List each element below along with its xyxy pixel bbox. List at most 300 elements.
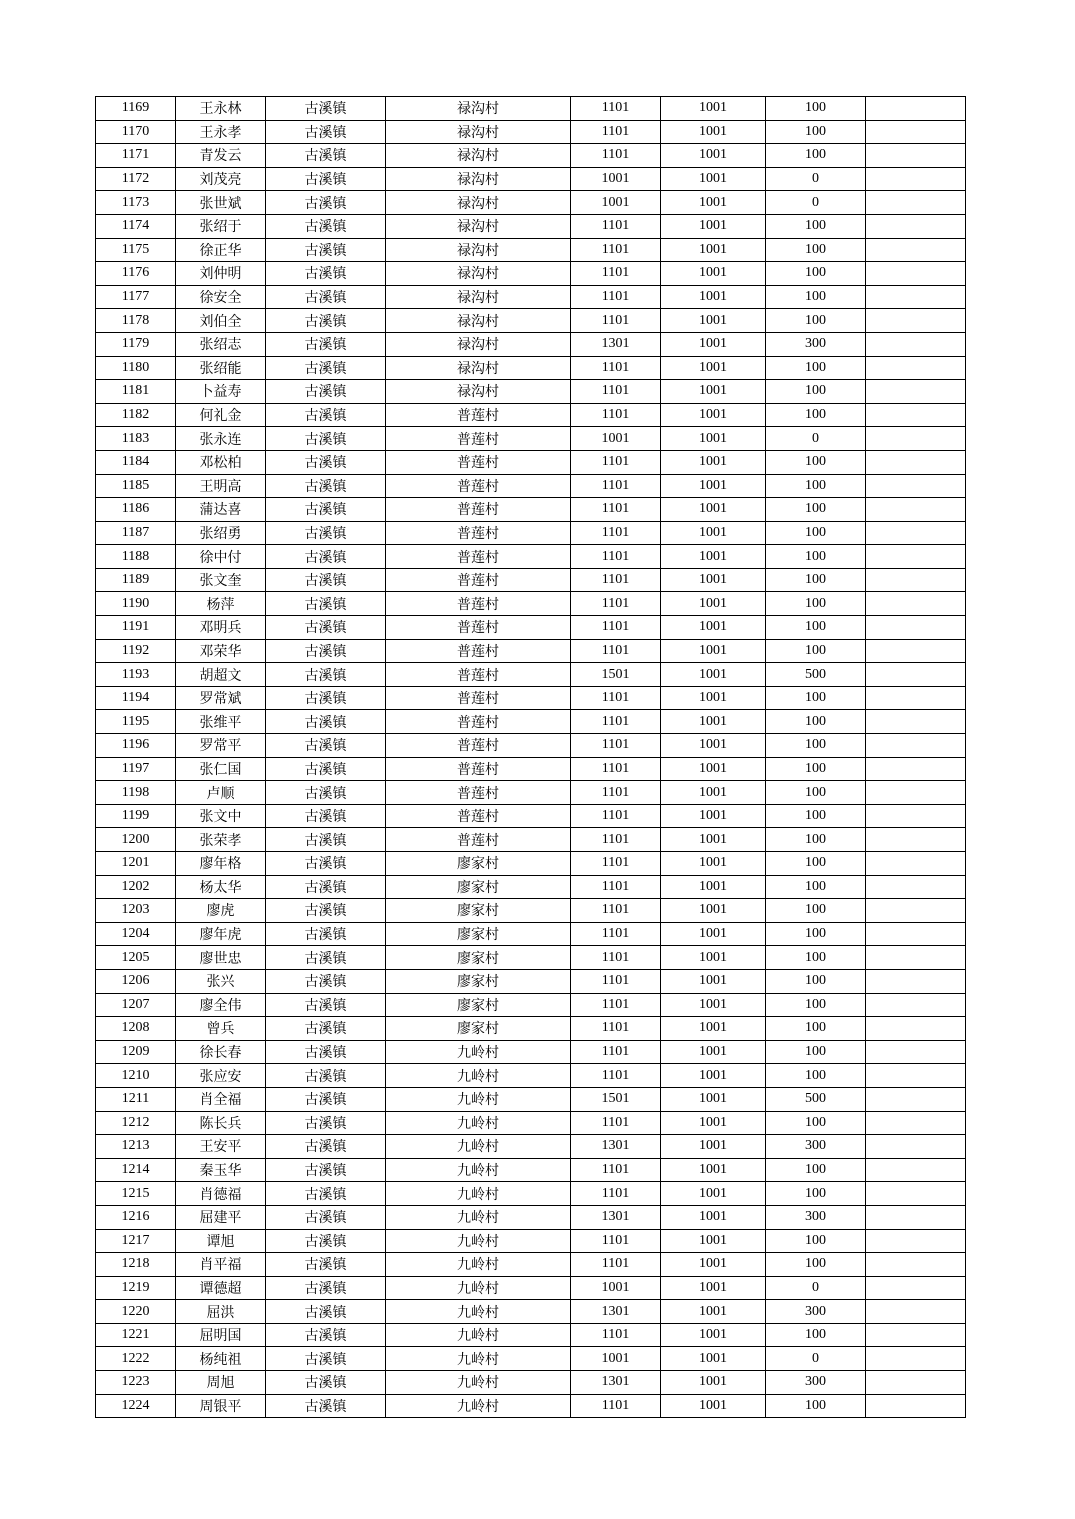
table-cell-town: 古溪镇 [266,427,386,451]
table-cell-id: 1176 [96,262,176,286]
table-cell-village: 普莲村 [386,403,571,427]
table-cell-code2: 1001 [661,852,766,876]
table-cell-blank [866,1040,966,1064]
table-cell-amount: 100 [766,1229,866,1253]
table-cell-code2: 1001 [661,1017,766,1041]
table-cell-town: 古溪镇 [266,804,386,828]
table-cell-code2: 1001 [661,969,766,993]
table-cell-name: 蒲达喜 [176,498,266,522]
table-cell-id: 1192 [96,639,176,663]
table-cell-code1: 1101 [571,852,661,876]
table-row [96,1276,966,1300]
table-cell-village: 普莲村 [386,616,571,640]
table-cell-blank [866,757,966,781]
table-cell-id: 1217 [96,1229,176,1253]
table-cell-town: 古溪镇 [266,1111,386,1135]
table-cell-blank [866,922,966,946]
table-cell-town: 古溪镇 [266,238,386,262]
table-row [96,1135,966,1159]
table-cell-town: 古溪镇 [266,946,386,970]
table-cell-name: 杨太华 [176,875,266,899]
table-cell-village: 禄沟村 [386,191,571,215]
table-cell-code2: 1001 [661,144,766,168]
table-cell-village: 九岭村 [386,1135,571,1159]
table-cell-amount: 100 [766,1394,866,1418]
table-cell-id: 1219 [96,1276,176,1300]
table-cell-code1: 1301 [571,1371,661,1395]
table-cell-blank [866,686,966,710]
table-cell-name: 张维平 [176,710,266,734]
table-cell-town: 古溪镇 [266,309,386,333]
table-cell-code2: 1001 [661,922,766,946]
table-cell-id: 1205 [96,946,176,970]
table-cell-name: 张兴 [176,969,266,993]
table-cell-town: 古溪镇 [266,710,386,734]
table-row [96,238,966,262]
table-cell-town: 古溪镇 [266,828,386,852]
table-cell-blank [866,852,966,876]
table-cell-name: 张文奎 [176,568,266,592]
table-cell-village: 九岭村 [386,1323,571,1347]
table-cell-amount: 100 [766,946,866,970]
table-cell-town: 古溪镇 [266,639,386,663]
table-cell-amount: 100 [766,1323,866,1347]
table-cell-name: 肖全福 [176,1087,266,1111]
table-cell-blank [866,828,966,852]
table-cell-code1: 1101 [571,1158,661,1182]
table-cell-name: 何礼金 [176,403,266,427]
table-cell-amount: 100 [766,710,866,734]
table-cell-blank [866,97,966,121]
table-cell-village: 普莲村 [386,710,571,734]
table-cell-town: 古溪镇 [266,144,386,168]
table-cell-amount: 100 [766,214,866,238]
table-row [96,875,966,899]
table-cell-name: 刘伯全 [176,309,266,333]
table-cell-code2: 1001 [661,1158,766,1182]
table-cell-id: 1210 [96,1064,176,1088]
table-cell-village: 禄沟村 [386,214,571,238]
table-cell-village: 普莲村 [386,498,571,522]
table-cell-amount: 100 [766,686,866,710]
table-cell-amount: 100 [766,238,866,262]
table-row [96,781,966,805]
table-cell-town: 古溪镇 [266,167,386,191]
table-cell-town: 古溪镇 [266,686,386,710]
table-cell-blank [866,191,966,215]
table-cell-code1: 1301 [571,1205,661,1229]
table-cell-code2: 1001 [661,1347,766,1371]
table-cell-code1: 1101 [571,686,661,710]
table-cell-town: 古溪镇 [266,1253,386,1277]
table-row [96,1205,966,1229]
roster-table [95,96,966,1418]
table-cell-village: 普莲村 [386,592,571,616]
table-cell-code1: 1101 [571,1253,661,1277]
table-cell-code2: 1001 [661,1276,766,1300]
table-cell-name: 廖年虎 [176,922,266,946]
table-cell-amount: 100 [766,262,866,286]
table-cell-code1: 1101 [571,710,661,734]
table-cell-town: 古溪镇 [266,1135,386,1159]
table-cell-blank [866,380,966,404]
table-cell-village: 禄沟村 [386,309,571,333]
table-cell-amount: 0 [766,427,866,451]
table-cell-code2: 1001 [661,120,766,144]
table-cell-name: 陈长兵 [176,1111,266,1135]
table-row [96,214,966,238]
table-cell-village: 廖家村 [386,969,571,993]
table-cell-village: 普莲村 [386,804,571,828]
table-cell-code1: 1101 [571,97,661,121]
table-cell-code2: 1001 [661,710,766,734]
table-cell-amount: 100 [766,97,866,121]
table-cell-blank [866,1323,966,1347]
table-cell-code1: 1501 [571,663,661,687]
table-cell-blank [866,214,966,238]
table-cell-code2: 1001 [661,1371,766,1395]
table-cell-code1: 1101 [571,922,661,946]
table-cell-town: 古溪镇 [266,899,386,923]
table-cell-town: 古溪镇 [266,1040,386,1064]
table-cell-town: 古溪镇 [266,1394,386,1418]
table-cell-village: 禄沟村 [386,285,571,309]
table-row [96,1300,966,1324]
table-cell-name: 曾兵 [176,1017,266,1041]
table-cell-code1: 1101 [571,403,661,427]
table-cell-blank [866,474,966,498]
table-cell-id: 1208 [96,1017,176,1041]
table-cell-amount: 100 [766,757,866,781]
table-cell-town: 古溪镇 [266,1087,386,1111]
table-cell-amount: 100 [766,309,866,333]
table-cell-amount: 100 [766,899,866,923]
table-cell-code1: 1001 [571,1276,661,1300]
table-cell-name: 屈洪 [176,1300,266,1324]
table-cell-name: 王永林 [176,97,266,121]
table-row [96,568,966,592]
table-cell-amount: 100 [766,1182,866,1206]
table-cell-name: 廖虎 [176,899,266,923]
table-cell-id: 1224 [96,1394,176,1418]
table-row [96,285,966,309]
table-cell-town: 古溪镇 [266,1205,386,1229]
table-cell-blank [866,639,966,663]
table-cell-id: 1177 [96,285,176,309]
table-cell-code2: 1001 [661,1323,766,1347]
table-cell-blank [866,1182,966,1206]
table-cell-blank [866,568,966,592]
table-cell-village: 廖家村 [386,946,571,970]
table-cell-id: 1203 [96,899,176,923]
table-cell-village: 普莲村 [386,568,571,592]
table-cell-name: 徐正华 [176,238,266,262]
table-cell-code2: 1001 [661,167,766,191]
table-cell-code1: 1101 [571,545,661,569]
table-cell-id: 1211 [96,1087,176,1111]
table-cell-id: 1213 [96,1135,176,1159]
table-cell-village: 九岭村 [386,1347,571,1371]
table-cell-id: 1171 [96,144,176,168]
table-cell-town: 古溪镇 [266,450,386,474]
table-cell-code1: 1101 [571,474,661,498]
table-cell-village: 普莲村 [386,545,571,569]
table-cell-town: 古溪镇 [266,922,386,946]
table-cell-code2: 1001 [661,214,766,238]
table-cell-id: 1214 [96,1158,176,1182]
table-cell-name: 张应安 [176,1064,266,1088]
table-cell-code1: 1101 [571,946,661,970]
table-cell-code2: 1001 [661,97,766,121]
table-cell-name: 张荣孝 [176,828,266,852]
table-cell-blank [866,1253,966,1277]
table-cell-village: 廖家村 [386,993,571,1017]
table-cell-code2: 1001 [661,592,766,616]
table-cell-village: 禄沟村 [386,262,571,286]
table-cell-amount: 100 [766,356,866,380]
table-cell-name: 邓荣华 [176,639,266,663]
table-cell-name: 张绍志 [176,332,266,356]
table-cell-blank [866,238,966,262]
table-cell-amount: 100 [766,875,866,899]
table-row [96,639,966,663]
table-cell-id: 1223 [96,1371,176,1395]
table-cell-code1: 1101 [571,1182,661,1206]
table-cell-blank [866,1347,966,1371]
table-cell-id: 1187 [96,521,176,545]
table-row [96,663,966,687]
table-cell-code1: 1301 [571,1300,661,1324]
table-cell-code2: 1001 [661,356,766,380]
table-cell-code2: 1001 [661,946,766,970]
table-cell-id: 1197 [96,757,176,781]
table-cell-blank [866,1087,966,1111]
table-cell-blank [866,1158,966,1182]
table-cell-id: 1216 [96,1205,176,1229]
table-cell-code2: 1001 [661,521,766,545]
table-cell-amount: 100 [766,521,866,545]
table-cell-blank [866,498,966,522]
table-row [96,804,966,828]
table-cell-id: 1181 [96,380,176,404]
table-cell-amount: 0 [766,167,866,191]
table-cell-village: 九岭村 [386,1182,571,1206]
table-row [96,1182,966,1206]
table-cell-code1: 1101 [571,781,661,805]
table-cell-town: 古溪镇 [266,1158,386,1182]
table-cell-amount: 100 [766,1111,866,1135]
table-cell-amount: 100 [766,592,866,616]
table-row [96,946,966,970]
table-cell-village: 禄沟村 [386,356,571,380]
table-cell-code2: 1001 [661,828,766,852]
table-cell-village: 禄沟村 [386,380,571,404]
table-cell-name: 廖世忠 [176,946,266,970]
table-cell-name: 张文中 [176,804,266,828]
table-cell-town: 古溪镇 [266,97,386,121]
table-cell-amount: 100 [766,403,866,427]
table-cell-code1: 1101 [571,993,661,1017]
table-cell-id: 1194 [96,686,176,710]
table-cell-name: 张绍于 [176,214,266,238]
table-cell-name: 肖德福 [176,1182,266,1206]
table-cell-amount: 100 [766,828,866,852]
table-cell-name: 屈明国 [176,1323,266,1347]
table-row [96,1229,966,1253]
table-cell-name: 张永连 [176,427,266,451]
table-cell-id: 1183 [96,427,176,451]
table-cell-id: 1201 [96,852,176,876]
table-row [96,1253,966,1277]
table-row [96,1394,966,1418]
table-cell-town: 古溪镇 [266,120,386,144]
table-cell-town: 古溪镇 [266,262,386,286]
table-cell-code1: 1101 [571,285,661,309]
table-cell-blank [866,309,966,333]
table-cell-village: 普莲村 [386,828,571,852]
table-cell-code2: 1001 [661,1087,766,1111]
table-cell-code2: 1001 [661,427,766,451]
table-cell-blank [866,521,966,545]
table-row [96,1323,966,1347]
table-cell-village: 禄沟村 [386,144,571,168]
table-cell-village: 九岭村 [386,1394,571,1418]
table-cell-village: 廖家村 [386,899,571,923]
table-body [96,97,966,1418]
table-cell-id: 1202 [96,875,176,899]
table-cell-blank [866,332,966,356]
table-cell-name: 邓明兵 [176,616,266,640]
table-cell-village: 九岭村 [386,1158,571,1182]
table-cell-amount: 100 [766,1017,866,1041]
table-cell-town: 古溪镇 [266,1182,386,1206]
table-cell-name: 卢顺 [176,781,266,805]
table-cell-code1: 1101 [571,616,661,640]
table-cell-village: 禄沟村 [386,97,571,121]
table-cell-town: 古溪镇 [266,616,386,640]
table-cell-name: 刘仲明 [176,262,266,286]
table-cell-blank [866,1371,966,1395]
table-cell-town: 古溪镇 [266,663,386,687]
table-cell-town: 古溪镇 [266,875,386,899]
table-cell-town: 古溪镇 [266,1017,386,1041]
table-cell-code2: 1001 [661,1394,766,1418]
table-row [96,521,966,545]
table-cell-blank [866,710,966,734]
table-row [96,592,966,616]
table-cell-id: 1195 [96,710,176,734]
table-cell-code1: 1101 [571,450,661,474]
table-cell-code1: 1101 [571,1323,661,1347]
table-cell-code2: 1001 [661,450,766,474]
table-cell-amount: 0 [766,1347,866,1371]
table-cell-name: 王安平 [176,1135,266,1159]
table-cell-code1: 1101 [571,734,661,758]
table-cell-code1: 1101 [571,498,661,522]
table-cell-amount: 300 [766,1135,866,1159]
table-cell-code2: 1001 [661,1182,766,1206]
table-row [96,757,966,781]
table-cell-blank [866,899,966,923]
table-cell-code1: 1101 [571,238,661,262]
table-cell-village: 禄沟村 [386,332,571,356]
table-cell-code1: 1101 [571,757,661,781]
table-row [96,993,966,1017]
document-page [95,96,966,1418]
table-cell-code1: 1101 [571,262,661,286]
table-cell-amount: 100 [766,285,866,309]
table-cell-town: 古溪镇 [266,1276,386,1300]
table-cell-id: 1218 [96,1253,176,1277]
table-cell-village: 九岭村 [386,1229,571,1253]
table-cell-code1: 1001 [571,427,661,451]
table-row [96,686,966,710]
table-cell-blank [866,144,966,168]
table-cell-code2: 1001 [661,686,766,710]
table-cell-id: 1185 [96,474,176,498]
table-cell-town: 古溪镇 [266,1323,386,1347]
table-cell-code1: 1101 [571,1229,661,1253]
table-row [96,734,966,758]
table-cell-amount: 0 [766,1276,866,1300]
table-cell-id: 1175 [96,238,176,262]
table-row [96,474,966,498]
table-cell-name: 王明高 [176,474,266,498]
table-cell-village: 九岭村 [386,1087,571,1111]
table-row [96,616,966,640]
table-cell-amount: 100 [766,804,866,828]
table-row [96,427,966,451]
table-cell-town: 古溪镇 [266,734,386,758]
table-cell-id: 1191 [96,616,176,640]
table-cell-town: 古溪镇 [266,568,386,592]
table-cell-id: 1198 [96,781,176,805]
table-cell-amount: 100 [766,922,866,946]
table-cell-village: 普莲村 [386,781,571,805]
table-row [96,356,966,380]
table-cell-code2: 1001 [661,545,766,569]
table-cell-code2: 1001 [661,285,766,309]
table-row [96,498,966,522]
table-cell-code1: 1101 [571,1064,661,1088]
table-cell-id: 1179 [96,332,176,356]
table-cell-town: 古溪镇 [266,1347,386,1371]
table-cell-name: 周银平 [176,1394,266,1418]
table-cell-id: 1207 [96,993,176,1017]
table-cell-town: 古溪镇 [266,356,386,380]
table-row [96,380,966,404]
table-cell-code2: 1001 [661,804,766,828]
table-cell-blank [866,781,966,805]
table-cell-town: 古溪镇 [266,214,386,238]
table-cell-name: 胡超文 [176,663,266,687]
table-cell-code1: 1101 [571,568,661,592]
table-cell-blank [866,1205,966,1229]
table-cell-id: 1184 [96,450,176,474]
table-cell-code1: 1101 [571,356,661,380]
table-row [96,1017,966,1041]
table-cell-blank [866,427,966,451]
table-cell-code2: 1001 [661,899,766,923]
table-cell-code1: 1101 [571,309,661,333]
table-cell-id: 1173 [96,191,176,215]
table-cell-id: 1206 [96,969,176,993]
table-cell-amount: 100 [766,144,866,168]
table-cell-town: 古溪镇 [266,592,386,616]
table-cell-name: 邓松柏 [176,450,266,474]
table-cell-code2: 1001 [661,1253,766,1277]
table-cell-name: 杨纯祖 [176,1347,266,1371]
